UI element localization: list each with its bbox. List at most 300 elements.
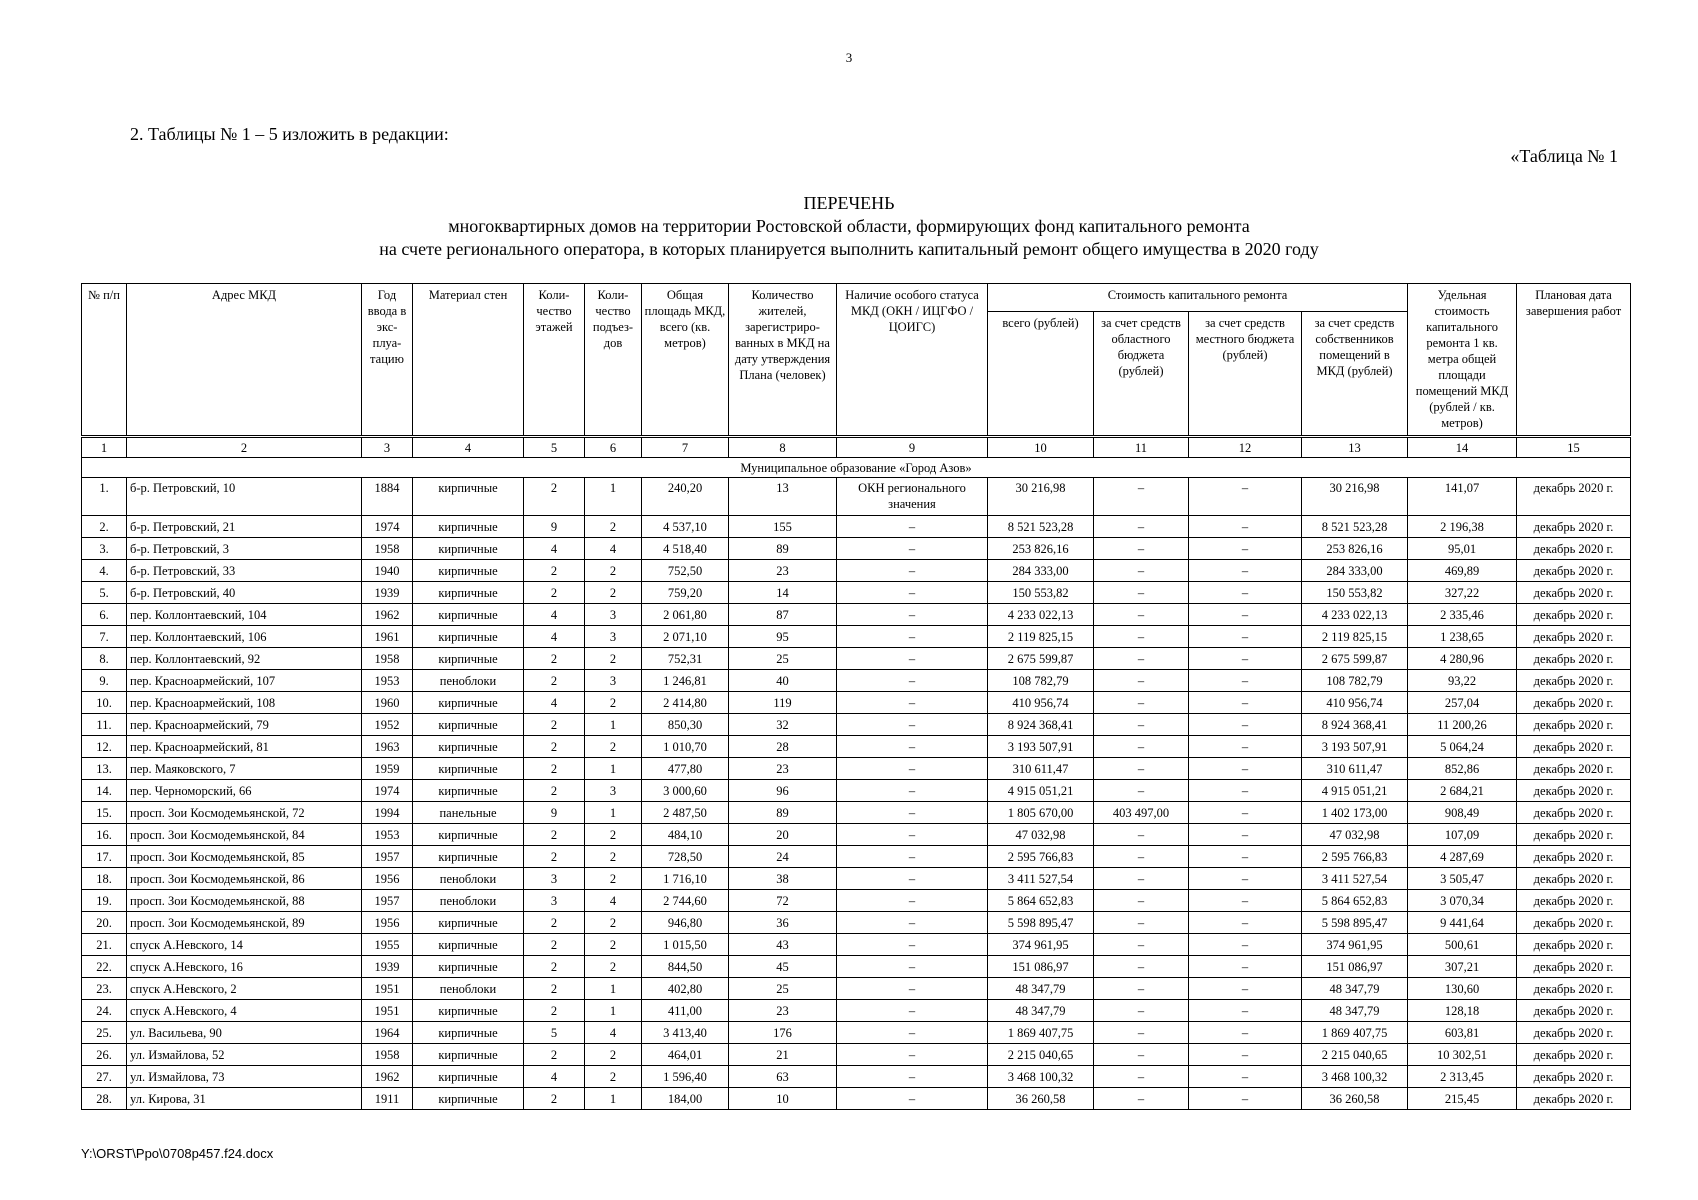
address-cell: спуск А.Невского, 14	[127, 934, 362, 956]
table-row	[82, 714, 1631, 736]
year-cell: 1940	[362, 560, 413, 582]
year-cell: 1953	[362, 824, 413, 846]
cost-total-cell: 151 086,97	[988, 956, 1094, 978]
cost-regional-cell: –	[1094, 1088, 1189, 1110]
row-index: 6.	[82, 604, 127, 626]
address-cell: спуск А.Невского, 4	[127, 1000, 362, 1022]
area-cell: 477,80	[642, 758, 729, 780]
material-cell: кирпичные	[413, 956, 524, 978]
area-cell: 946,80	[642, 912, 729, 934]
row-index: 11.	[82, 714, 127, 736]
row-index: 5.	[82, 582, 127, 604]
material-cell: кирпичные	[413, 912, 524, 934]
residents-cell: 14	[729, 582, 837, 604]
material-cell: кирпичные	[413, 648, 524, 670]
area-cell: 2 744,60	[642, 890, 729, 912]
header-planned-date: Плановая дата завершения работ	[1517, 284, 1631, 437]
unit-cost-cell: 128,18	[1408, 1000, 1517, 1022]
cost-regional-cell: –	[1094, 516, 1189, 538]
table-row	[82, 626, 1631, 648]
row-index: 1.	[82, 478, 127, 516]
floors-cell: 2	[524, 1000, 585, 1022]
cost-regional-cell: –	[1094, 736, 1189, 758]
cost-owners-cell: 150 553,82	[1302, 582, 1408, 604]
unit-cost-cell: 141,07	[1408, 478, 1517, 516]
status-cell: –	[837, 516, 988, 538]
floors-cell: 4	[524, 538, 585, 560]
address-cell: б-р. Петровский, 33	[127, 560, 362, 582]
status-cell: –	[837, 626, 988, 648]
area-cell: 2 071,10	[642, 626, 729, 648]
floors-cell: 2	[524, 714, 585, 736]
unit-cost-cell: 908,49	[1408, 802, 1517, 824]
table-row	[82, 846, 1631, 868]
header-index: № п/п	[82, 284, 127, 437]
entrances-cell: 2	[585, 516, 642, 538]
residents-cell: 25	[729, 648, 837, 670]
table-row	[82, 604, 1631, 626]
residents-cell: 119	[729, 692, 837, 714]
residents-cell: 89	[729, 802, 837, 824]
header-cost-total: всего (рублей)	[988, 312, 1094, 437]
unit-cost-cell: 2 335,46	[1408, 604, 1517, 626]
table-row	[82, 912, 1631, 934]
table-row	[82, 538, 1631, 560]
entrances-cell: 2	[585, 912, 642, 934]
planned-date-cell: декабрь 2020 г.	[1517, 516, 1631, 538]
planned-date-cell: декабрь 2020 г.	[1517, 824, 1631, 846]
entrances-cell: 2	[585, 868, 642, 890]
floors-cell: 2	[524, 736, 585, 758]
residents-cell: 36	[729, 912, 837, 934]
document-title	[0, 192, 1698, 261]
material-cell: панельные	[413, 802, 524, 824]
cost-local-cell: –	[1189, 934, 1302, 956]
material-cell: кирпичные	[413, 538, 524, 560]
area-cell: 752,31	[642, 648, 729, 670]
year-cell: 1956	[362, 868, 413, 890]
status-cell: –	[837, 1066, 988, 1088]
table-row	[82, 868, 1631, 890]
entrances-cell: 1	[585, 714, 642, 736]
material-cell: кирпичные	[413, 846, 524, 868]
cost-owners-cell: 410 956,74	[1302, 692, 1408, 714]
cost-local-cell: –	[1189, 736, 1302, 758]
unit-cost-cell: 469,89	[1408, 560, 1517, 582]
cost-regional-cell: –	[1094, 538, 1189, 560]
area-cell: 4 518,40	[642, 538, 729, 560]
cost-local-cell: –	[1189, 824, 1302, 846]
address-cell: пер. Красноармейский, 81	[127, 736, 362, 758]
floors-cell: 9	[524, 516, 585, 538]
floors-cell: 5	[524, 1022, 585, 1044]
area-cell: 728,50	[642, 846, 729, 868]
cost-local-cell: –	[1189, 956, 1302, 978]
year-cell: 1962	[362, 604, 413, 626]
cost-owners-cell: 3 193 507,91	[1302, 736, 1408, 758]
cost-total-cell: 150 553,82	[988, 582, 1094, 604]
table-row	[82, 802, 1631, 824]
cost-regional-cell: –	[1094, 714, 1189, 736]
table-row	[82, 890, 1631, 912]
residents-cell: 21	[729, 1044, 837, 1066]
cost-owners-cell: 47 032,98	[1302, 824, 1408, 846]
cost-local-cell: –	[1189, 478, 1302, 516]
material-cell: пеноблоки	[413, 890, 524, 912]
unit-cost-cell: 95,01	[1408, 538, 1517, 560]
cost-local-cell: –	[1189, 758, 1302, 780]
residents-cell: 25	[729, 978, 837, 1000]
residents-cell: 95	[729, 626, 837, 648]
cost-owners-cell: 36 260,58	[1302, 1088, 1408, 1110]
year-cell: 1951	[362, 1000, 413, 1022]
table-row	[82, 1088, 1631, 1110]
area-cell: 411,00	[642, 1000, 729, 1022]
planned-date-cell: декабрь 2020 г.	[1517, 912, 1631, 934]
material-cell: кирпичные	[413, 1088, 524, 1110]
entrances-cell: 4	[585, 890, 642, 912]
status-cell: –	[837, 780, 988, 802]
year-cell: 1956	[362, 912, 413, 934]
year-cell: 1964	[362, 1022, 413, 1044]
floors-cell: 2	[524, 1044, 585, 1066]
planned-date-cell: декабрь 2020 г.	[1517, 736, 1631, 758]
floors-cell: 4	[524, 626, 585, 648]
material-cell: кирпичные	[413, 478, 524, 516]
cost-owners-cell: 3 411 527,54	[1302, 868, 1408, 890]
unit-cost-cell: 10 302,51	[1408, 1044, 1517, 1066]
cost-owners-cell: 2 595 766,83	[1302, 846, 1408, 868]
cost-total-cell: 2 595 766,83	[988, 846, 1094, 868]
column-number: 10	[988, 437, 1094, 458]
row-index: 16.	[82, 824, 127, 846]
entrances-cell: 1	[585, 978, 642, 1000]
cost-total-cell: 3 193 507,91	[988, 736, 1094, 758]
planned-date-cell: декабрь 2020 г.	[1517, 714, 1631, 736]
area-cell: 3 413,40	[642, 1022, 729, 1044]
year-cell: 1963	[362, 736, 413, 758]
year-cell: 1958	[362, 538, 413, 560]
floors-cell: 2	[524, 846, 585, 868]
address-cell: ул. Измайлова, 73	[127, 1066, 362, 1088]
residents-cell: 38	[729, 868, 837, 890]
row-index: 15.	[82, 802, 127, 824]
area-cell: 752,50	[642, 560, 729, 582]
year-cell: 1958	[362, 1044, 413, 1066]
cost-local-cell: –	[1189, 1088, 1302, 1110]
row-index: 4.	[82, 560, 127, 582]
cost-local-cell: –	[1189, 912, 1302, 934]
cost-total-cell: 284 333,00	[988, 560, 1094, 582]
row-index: 25.	[82, 1022, 127, 1044]
column-number: 8	[729, 437, 837, 458]
cost-regional-cell: –	[1094, 868, 1189, 890]
cost-total-cell: 2 119 825,15	[988, 626, 1094, 648]
status-cell: –	[837, 978, 988, 1000]
table-row	[82, 1000, 1631, 1022]
cost-total-cell: 36 260,58	[988, 1088, 1094, 1110]
entrances-cell: 3	[585, 626, 642, 648]
planned-date-cell: декабрь 2020 г.	[1517, 978, 1631, 1000]
address-cell: б-р. Петровский, 21	[127, 516, 362, 538]
cost-owners-cell: 48 347,79	[1302, 978, 1408, 1000]
cost-total-cell: 5 864 652,83	[988, 890, 1094, 912]
floors-cell: 2	[524, 912, 585, 934]
area-cell: 402,80	[642, 978, 729, 1000]
cost-regional-cell: –	[1094, 582, 1189, 604]
entrances-cell: 1	[585, 1088, 642, 1110]
header-area: Общая площадь МКД, всего (кв. метров)	[642, 284, 729, 437]
status-cell: –	[837, 670, 988, 692]
cost-regional-cell: –	[1094, 978, 1189, 1000]
status-cell: –	[837, 956, 988, 978]
cost-owners-cell: 5 864 652,83	[1302, 890, 1408, 912]
planned-date-cell: декабрь 2020 г.	[1517, 758, 1631, 780]
entrances-cell: 2	[585, 560, 642, 582]
cost-total-cell: 1 869 407,75	[988, 1022, 1094, 1044]
area-cell: 1 716,10	[642, 868, 729, 890]
entrances-cell: 2	[585, 736, 642, 758]
planned-date-cell: декабрь 2020 г.	[1517, 1044, 1631, 1066]
year-cell: 1962	[362, 1066, 413, 1088]
status-cell: –	[837, 1044, 988, 1066]
status-cell: –	[837, 802, 988, 824]
floors-cell: 2	[524, 560, 585, 582]
cost-local-cell: –	[1189, 692, 1302, 714]
cost-regional-cell: –	[1094, 780, 1189, 802]
table-row	[82, 1044, 1631, 1066]
address-cell: просп. Зои Космодемьянской, 85	[127, 846, 362, 868]
year-cell: 1961	[362, 626, 413, 648]
header-cost-local: за счет средств местного бюджета (рублей)	[1189, 312, 1302, 437]
cost-owners-cell: 108 782,79	[1302, 670, 1408, 692]
intro-text: 2. Таблицы № 1 – 5 изложить в редакции:	[130, 124, 449, 144]
planned-date-cell: декабрь 2020 г.	[1517, 1088, 1631, 1110]
year-cell: 1951	[362, 978, 413, 1000]
planned-date-cell: декабрь 2020 г.	[1517, 846, 1631, 868]
cost-regional-cell: –	[1094, 758, 1189, 780]
address-cell: просп. Зои Космодемьянской, 86	[127, 868, 362, 890]
row-index: 19.	[82, 890, 127, 912]
unit-cost-cell: 5 064,24	[1408, 736, 1517, 758]
cost-total-cell: 253 826,16	[988, 538, 1094, 560]
address-cell: просп. Зои Космодемьянской, 84	[127, 824, 362, 846]
cost-owners-cell: 2 215 040,65	[1302, 1044, 1408, 1066]
address-cell: пер. Маяковского, 7	[127, 758, 362, 780]
unit-cost-cell: 4 280,96	[1408, 648, 1517, 670]
column-number: 11	[1094, 437, 1189, 458]
cost-regional-cell: –	[1094, 560, 1189, 582]
column-number: 4	[413, 437, 524, 458]
unit-cost-cell: 93,22	[1408, 670, 1517, 692]
cost-total-cell: 30 216,98	[988, 478, 1094, 516]
cost-owners-cell: 8 521 523,28	[1302, 516, 1408, 538]
residents-cell: 23	[729, 560, 837, 582]
status-cell: –	[837, 538, 988, 560]
page-number: 3	[845, 50, 853, 65]
cost-owners-cell: 30 216,98	[1302, 478, 1408, 516]
status-cell: –	[837, 560, 988, 582]
residents-cell: 89	[729, 538, 837, 560]
status-cell: –	[837, 1088, 988, 1110]
table-row	[82, 560, 1631, 582]
entrances-cell: 4	[585, 1022, 642, 1044]
cost-total-cell: 48 347,79	[988, 1000, 1094, 1022]
status-cell: –	[837, 758, 988, 780]
planned-date-cell: декабрь 2020 г.	[1517, 648, 1631, 670]
unit-cost-cell: 4 287,69	[1408, 846, 1517, 868]
material-cell: кирпичные	[413, 1022, 524, 1044]
cost-total-cell: 47 032,98	[988, 824, 1094, 846]
cost-local-cell: –	[1189, 604, 1302, 626]
cost-total-cell: 48 347,79	[988, 978, 1094, 1000]
header-wall-material: Материал стен	[413, 284, 524, 437]
area-cell: 2 061,80	[642, 604, 729, 626]
entrances-cell: 1	[585, 478, 642, 516]
floors-cell: 4	[524, 1066, 585, 1088]
planned-date-cell: декабрь 2020 г.	[1517, 560, 1631, 582]
cost-total-cell: 4 915 051,21	[988, 780, 1094, 802]
entrances-cell: 2	[585, 648, 642, 670]
column-number: 2	[127, 437, 362, 458]
entrances-cell: 2	[585, 1066, 642, 1088]
cost-local-cell: –	[1189, 780, 1302, 802]
cost-regional-cell: –	[1094, 890, 1189, 912]
status-cell: –	[837, 714, 988, 736]
area-cell: 759,20	[642, 582, 729, 604]
residents-cell: 32	[729, 714, 837, 736]
column-number: 7	[642, 437, 729, 458]
address-cell: пер. Красноармейский, 107	[127, 670, 362, 692]
area-cell: 1 010,70	[642, 736, 729, 758]
cost-owners-cell: 5 598 895,47	[1302, 912, 1408, 934]
area-cell: 2 414,80	[642, 692, 729, 714]
header-unit-cost: Удельная стоимость капитального ремонта 1 кв. метра общей площади помещений МКД (рублей / кв. метров)	[1408, 284, 1517, 437]
material-cell: кирпичные	[413, 1000, 524, 1022]
cost-owners-cell: 2 675 599,87	[1302, 648, 1408, 670]
year-cell: 1974	[362, 516, 413, 538]
material-cell: кирпичные	[413, 560, 524, 582]
entrances-cell: 3	[585, 604, 642, 626]
floors-cell: 9	[524, 802, 585, 824]
table-row	[82, 736, 1631, 758]
table-row	[82, 692, 1631, 714]
entrances-cell: 3	[585, 670, 642, 692]
residents-cell: 87	[729, 604, 837, 626]
cost-total-cell: 3 411 527,54	[988, 868, 1094, 890]
residents-cell: 24	[729, 846, 837, 868]
table-row	[82, 824, 1631, 846]
address-cell: б-р. Петровский, 3	[127, 538, 362, 560]
address-cell: просп. Зои Космодемьянской, 89	[127, 912, 362, 934]
header-cost-regional: за счет средств областного бюджета (рублей)	[1094, 312, 1189, 437]
material-cell: кирпичные	[413, 934, 524, 956]
unit-cost-cell: 130,60	[1408, 978, 1517, 1000]
cost-local-cell: –	[1189, 868, 1302, 890]
year-cell: 1953	[362, 670, 413, 692]
cost-total-cell: 310 611,47	[988, 758, 1094, 780]
year-cell: 1960	[362, 692, 413, 714]
address-cell: ул. Васильева, 90	[127, 1022, 362, 1044]
material-cell: кирпичные	[413, 1044, 524, 1066]
table-row	[82, 780, 1631, 802]
table-row	[82, 978, 1631, 1000]
material-cell: кирпичные	[413, 626, 524, 648]
cost-regional-cell: –	[1094, 604, 1189, 626]
floors-cell: 2	[524, 582, 585, 604]
cost-local-cell: –	[1189, 516, 1302, 538]
cost-owners-cell: 1 869 407,75	[1302, 1022, 1408, 1044]
cost-total-cell: 2 215 040,65	[988, 1044, 1094, 1066]
cost-local-cell: –	[1189, 648, 1302, 670]
floors-cell: 2	[524, 1088, 585, 1110]
material-cell: кирпичные	[413, 516, 524, 538]
cost-owners-cell: 151 086,97	[1302, 956, 1408, 978]
row-index: 8.	[82, 648, 127, 670]
row-index: 9.	[82, 670, 127, 692]
floors-cell: 2	[524, 648, 585, 670]
residents-cell: 28	[729, 736, 837, 758]
status-cell: –	[837, 868, 988, 890]
address-cell: пер. Коллонтаевский, 104	[127, 604, 362, 626]
cost-owners-cell: 48 347,79	[1302, 1000, 1408, 1022]
cost-local-cell: –	[1189, 1022, 1302, 1044]
planned-date-cell: декабрь 2020 г.	[1517, 934, 1631, 956]
cost-owners-cell: 2 119 825,15	[1302, 626, 1408, 648]
column-number: 6	[585, 437, 642, 458]
cost-regional-cell: –	[1094, 956, 1189, 978]
floors-cell: 2	[524, 780, 585, 802]
table-row	[82, 670, 1631, 692]
status-cell: –	[837, 582, 988, 604]
cost-local-cell: –	[1189, 890, 1302, 912]
cost-regional-cell: –	[1094, 626, 1189, 648]
planned-date-cell: декабрь 2020 г.	[1517, 1000, 1631, 1022]
cost-regional-cell: –	[1094, 648, 1189, 670]
residents-cell: 43	[729, 934, 837, 956]
residents-cell: 72	[729, 890, 837, 912]
unit-cost-cell: 107,09	[1408, 824, 1517, 846]
planned-date-cell: декабрь 2020 г.	[1517, 780, 1631, 802]
material-cell: пеноблоки	[413, 670, 524, 692]
status-cell: –	[837, 846, 988, 868]
unit-cost-cell: 2 196,38	[1408, 516, 1517, 538]
year-cell: 1957	[362, 846, 413, 868]
cost-total-cell: 108 782,79	[988, 670, 1094, 692]
unit-cost-cell: 2 684,21	[1408, 780, 1517, 802]
table-row	[82, 1066, 1631, 1088]
planned-date-cell: декабрь 2020 г.	[1517, 478, 1631, 516]
title-line-1: ПЕРЕЧЕНЬ	[803, 193, 895, 213]
area-cell: 1 015,50	[642, 934, 729, 956]
cost-total-cell: 374 961,95	[988, 934, 1094, 956]
address-cell: просп. Зои Космодемьянской, 88	[127, 890, 362, 912]
planned-date-cell: декабрь 2020 г.	[1517, 582, 1631, 604]
area-cell: 464,01	[642, 1044, 729, 1066]
status-cell: –	[837, 648, 988, 670]
cost-local-cell: –	[1189, 1000, 1302, 1022]
row-index: 28.	[82, 1088, 127, 1110]
material-cell: кирпичные	[413, 714, 524, 736]
entrances-cell: 3	[585, 780, 642, 802]
residents-cell: 96	[729, 780, 837, 802]
year-cell: 1958	[362, 648, 413, 670]
cost-owners-cell: 4 233 022,13	[1302, 604, 1408, 626]
floors-cell: 2	[524, 978, 585, 1000]
municipality-row	[82, 458, 1631, 478]
floors-cell: 4	[524, 604, 585, 626]
cost-owners-cell: 310 611,47	[1302, 758, 1408, 780]
